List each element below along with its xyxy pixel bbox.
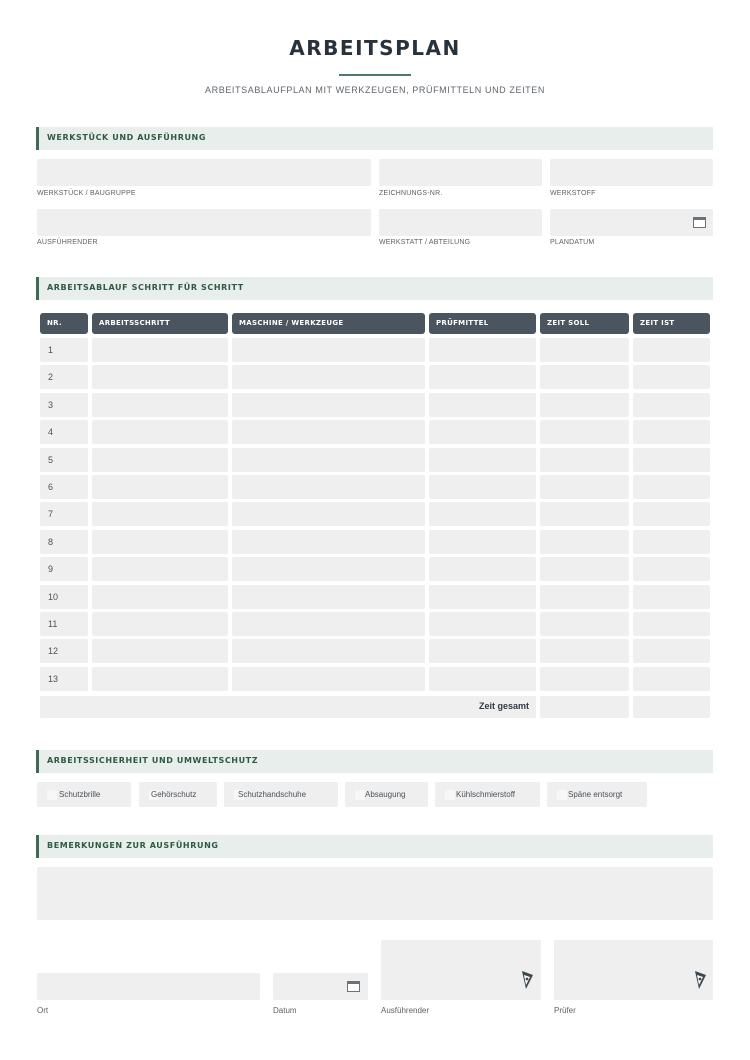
table-cell[interactable] [633,667,710,691]
table-cell[interactable] [429,338,536,362]
checkbox-label: Späne entsorgt [568,790,623,799]
table-cell[interactable] [232,365,425,389]
table-cell[interactable] [429,365,536,389]
table-cell[interactable] [92,420,228,444]
table-cell[interactable] [92,639,228,663]
table-cell[interactable] [540,530,629,554]
table-cell[interactable] [633,338,710,362]
section-werkstueck [36,127,713,150]
table-cell[interactable] [540,612,629,636]
table-cell[interactable] [633,393,710,417]
table-cell[interactable] [540,639,629,663]
page-title: ARBEITSPLAN [289,36,461,60]
row-number: 13 [40,667,88,691]
zeit-gesamt-label: Zeit gesamt [478,701,529,711]
checkbox-label: Absaugung [365,790,406,799]
zeit-soll-total-cell[interactable] [540,696,629,718]
table-cell[interactable] [429,667,536,691]
werkstoff-input[interactable] [550,159,713,186]
table-cell[interactable] [633,502,710,526]
checkbox-absaugung[interactable] [345,782,428,807]
table-cell[interactable] [633,612,710,636]
table-cell[interactable] [232,420,425,444]
table-cell[interactable] [540,557,629,581]
column-header-pruefmittel: PRÜFMITTEL [429,313,536,334]
table-cell[interactable] [232,557,425,581]
table-cell[interactable] [540,420,629,444]
table-cell[interactable] [633,420,710,444]
row-number: 7 [40,502,88,526]
table-cell[interactable] [540,475,629,499]
table-cell[interactable] [429,448,536,472]
bemerkungen-textarea[interactable] [37,867,713,920]
ausfuehrender-label: AUSFÜHRENDER [37,239,98,246]
pen-icon [693,970,707,990]
table-cell[interactable] [540,585,629,609]
table-cell[interactable] [232,612,425,636]
checkbox-schutzbrille[interactable] [37,782,131,807]
werkstueck-input[interactable] [37,159,371,186]
plandatum-input[interactable] [550,209,713,236]
pruefer-signature-label: Prüfer [554,1006,576,1015]
page-subtitle: ARBEITSABLAUFPLAN MIT WERKZEUGEN, PRÜFMITTELN UND ZEITEN [205,85,545,95]
section-bemerkungen [36,835,713,858]
section-title: BEMERKUNGEN ZUR AUSFÜHRUNG [47,841,219,850]
table-cell[interactable] [232,475,425,499]
table-cell[interactable] [633,557,710,581]
row-number: 5 [40,448,88,472]
table-cell[interactable] [92,393,228,417]
ort-label: Ort [37,1006,49,1015]
datum-input[interactable] [273,973,368,1000]
table-cell[interactable] [232,639,425,663]
row-number: 8 [40,530,88,554]
table-cell[interactable] [232,338,425,362]
checkbox-label: Schutzhandschuhe [238,790,307,799]
row-number: 10 [40,585,88,609]
table-cell[interactable] [429,420,536,444]
table-cell[interactable] [633,530,710,554]
zeichnungs-nr-label: ZEICHNUNGS-NR. [379,190,443,197]
zeichnungs-nr-input[interactable] [379,159,542,186]
ausfuehrender-input[interactable] [37,209,371,236]
column-header-nr: NR. [40,313,88,334]
section-sicherheit [36,750,713,773]
table-cell[interactable] [92,667,228,691]
table-cell[interactable] [92,475,228,499]
row-number: 12 [40,639,88,663]
signature-ausfuehrender[interactable] [381,940,541,1000]
werkstatt-label: WERKSTATT / ABTEILUNG [379,239,471,246]
row-number: 2 [40,365,88,389]
table-cell[interactable] [92,530,228,554]
row-number: 1 [40,338,88,362]
column-header-zeit-ist: ZEIT IST [633,313,710,334]
signature-pruefer[interactable] [554,940,713,1000]
table-cell[interactable] [633,365,710,389]
table-cell[interactable] [540,502,629,526]
table-cell[interactable] [429,612,536,636]
table-cell[interactable] [232,393,425,417]
row-number: 3 [40,393,88,417]
table-cell[interactable] [429,502,536,526]
table-cell[interactable] [232,448,425,472]
table-cell[interactable] [540,338,629,362]
row-number: 6 [40,475,88,499]
table-cell[interactable] [633,475,710,499]
table-cell[interactable] [429,585,536,609]
zeit-ist-total-cell[interactable] [633,696,710,718]
werkstoff-label: WERKSTOFF [550,190,596,197]
table-cell[interactable] [429,557,536,581]
checkbox-label: Kühlschmierstoff [456,790,515,799]
checkbox-box[interactable] [445,790,455,800]
table-cell[interactable] [540,448,629,472]
title-underline [339,74,411,76]
zeit-gesamt-row [40,696,536,718]
column-header-maschine: MASCHINE / WERKZEUGE [232,313,425,334]
checkbox-label: Gehörschutz [151,790,197,799]
table-cell[interactable] [540,667,629,691]
table-cell[interactable] [633,585,710,609]
ausfuehrender-signature-label: Ausführender [381,1006,430,1015]
table-cell[interactable] [92,448,228,472]
datum-label: Datum [273,1006,297,1015]
table-cell[interactable] [540,393,629,417]
section-title: ARBEITSABLAUF SCHRITT FÜR SCHRITT [47,283,244,292]
section-title: ARBEITSSICHERHEIT UND UMWELTSCHUTZ [47,756,259,765]
table-cell[interactable] [92,557,228,581]
table-cell[interactable] [633,639,710,663]
ort-input[interactable] [37,973,260,1000]
table-cell[interactable] [633,448,710,472]
table-cell[interactable] [429,475,536,499]
werkstatt-input[interactable] [379,209,542,236]
column-header-arbeitsschritt: ARBEITSSCHRITT [92,313,228,334]
table-cell[interactable] [232,502,425,526]
table-cell[interactable] [232,585,425,609]
table-cell[interactable] [232,530,425,554]
checkbox-box[interactable] [557,790,567,800]
checkbox-kuehlschmierstoff[interactable] [435,782,540,807]
checkbox-label: Schutzbrille [59,790,101,799]
checkbox-gehoerschutz[interactable] [139,782,217,807]
checkbox-box[interactable] [47,790,57,800]
checkbox-spaene-entsorgt[interactable] [547,782,647,807]
section-title: WERKSTÜCK UND AUSFÜHRUNG [47,133,207,142]
calendar-icon[interactable] [347,981,360,992]
checkbox-schutzhandschuhe[interactable] [224,782,338,807]
table-cell[interactable] [429,639,536,663]
table-cell[interactable] [92,502,228,526]
table-cell[interactable] [92,612,228,636]
table-cell[interactable] [429,530,536,554]
table-cell[interactable] [540,365,629,389]
row-number: 9 [40,557,88,581]
row-number: 11 [40,612,88,636]
checkbox-box[interactable] [355,790,365,800]
table-cell[interactable] [92,338,228,362]
plandatum-label: PLANDATUM [550,239,595,246]
column-header-zeit-soll: ZEIT SOLL [540,313,629,334]
werkstueck-label: WERKSTÜCK / BAUGRUPPE [37,190,136,197]
calendar-icon[interactable] [693,217,706,228]
section-ablauf [36,277,713,300]
table-cell[interactable] [92,365,228,389]
pen-icon [520,970,534,990]
table-cell[interactable] [92,585,228,609]
row-number: 4 [40,420,88,444]
table-cell[interactable] [232,667,425,691]
table-cell[interactable] [429,393,536,417]
